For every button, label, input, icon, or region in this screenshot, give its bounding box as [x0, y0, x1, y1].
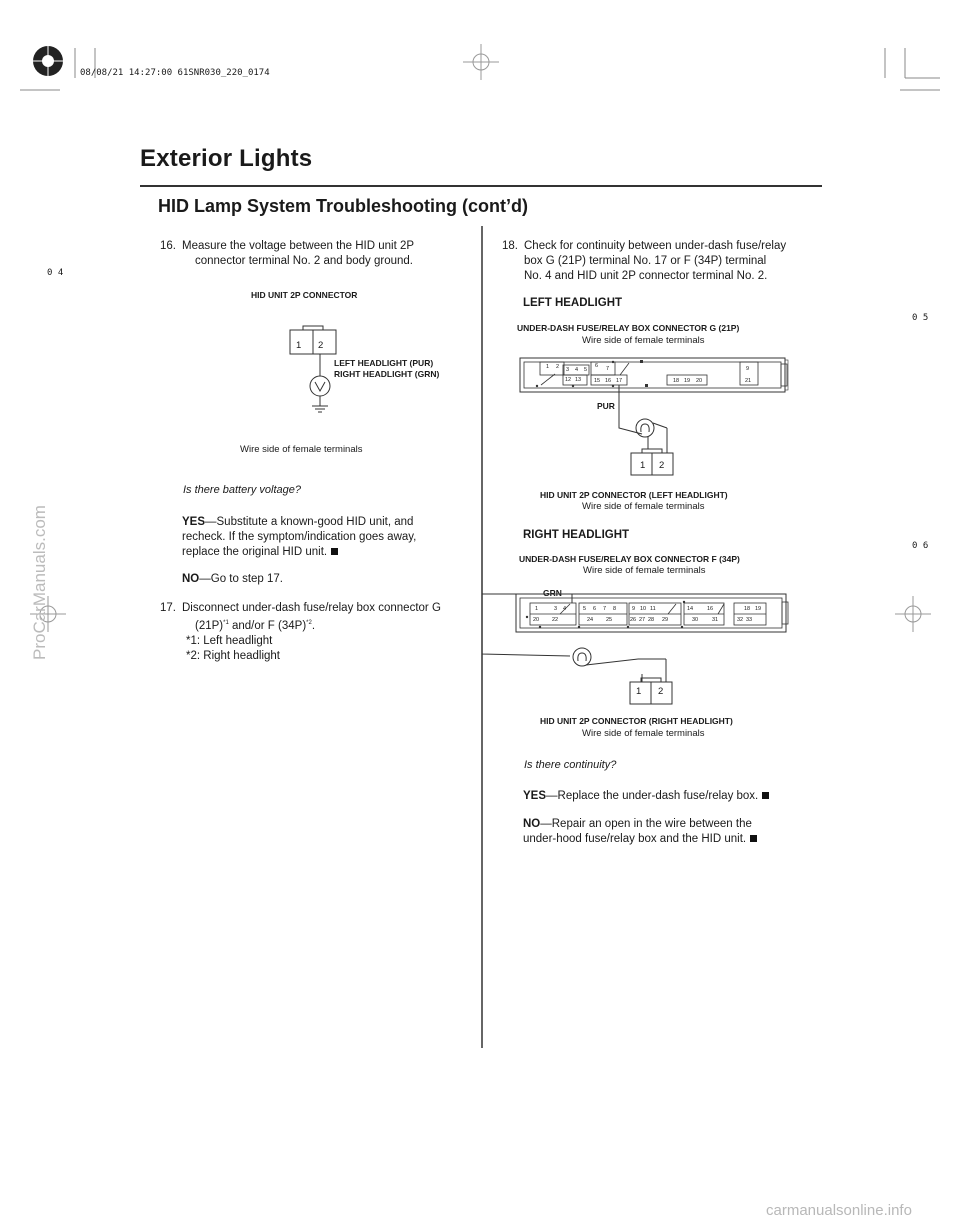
step-18-number: 18.	[502, 240, 518, 252]
f-pin-29: 29	[662, 617, 669, 623]
g-pin-21: 21	[745, 378, 752, 384]
step-16-number: 16.	[160, 240, 176, 252]
g-pin-9: 9	[746, 366, 750, 372]
step-18-text	[524, 239, 824, 284]
f-pin-30: 30	[692, 617, 699, 623]
no-label: NO	[523, 818, 541, 830]
g-pin-20: 20	[696, 378, 703, 384]
f-pin-5: 5	[583, 606, 587, 612]
g-pin-7: 7	[606, 366, 610, 372]
margin-mark-left: 0 4	[47, 268, 64, 278]
g-pin-15: 15	[594, 378, 601, 384]
f-pin-16: 16	[707, 606, 714, 612]
f-pin-14: 14	[687, 606, 694, 612]
dash: —	[205, 516, 217, 528]
margin-mark-right-bottom: 0 6	[912, 541, 929, 551]
g-pin-19: 19	[684, 378, 691, 384]
f-pin-11: 11	[650, 606, 656, 612]
f-pin-25: 25	[606, 617, 613, 623]
g-pin-6: 6	[595, 363, 599, 369]
yes-line-3: replace the original HID unit.	[182, 546, 328, 558]
watermark-bottom: carmanualsonline.info	[766, 1202, 912, 1219]
f-pin-3: 3	[554, 606, 558, 612]
dash: —	[199, 573, 211, 585]
yes-line-2: recheck. If the symptom/indication goes away,	[182, 531, 417, 543]
dash: —	[540, 818, 552, 830]
f-pin-18: 18	[744, 606, 751, 612]
step-18-line-1: Check for continuity between under-dash fuse/relay	[524, 240, 787, 252]
crosshair-icon	[895, 596, 931, 632]
f-pin-22: 22	[552, 617, 559, 623]
no-line-1: Repair an open in the wire between the	[551, 818, 752, 830]
f-pin-20: 20	[533, 617, 540, 623]
step-17-number: 17.	[160, 602, 176, 614]
step-18-line-2: box G (21P) terminal No. 17 or F (34P) terminal	[524, 255, 767, 267]
step-18-no	[523, 817, 823, 847]
step-18-yes	[523, 789, 769, 804]
yes-line-1: Substitute a known-good HID unit, and	[216, 516, 414, 528]
connector-g-diagram	[515, 350, 795, 485]
footnote-1: *1: Left headlight	[186, 635, 273, 647]
f-pin-24: 24	[587, 617, 594, 623]
yes-label: YES	[182, 516, 206, 528]
yes-text: Replace the under-dash fuse/relay box.	[557, 790, 759, 802]
no-line-2: under-hood fuse/relay box and the HID unit.	[523, 833, 747, 845]
hid-unit-2p-connector-title: HID UNIT 2P CONNECTOR	[251, 290, 358, 300]
g-pin-1: 1	[546, 364, 550, 370]
dash: —	[546, 790, 558, 802]
right-headlight-heading: RIGHT HEADLIGHT	[523, 529, 630, 541]
step-16-no	[182, 572, 283, 587]
hid-left-wire-side: Wire side of female terminals	[582, 501, 705, 512]
g-hid-pin-2: 2	[659, 460, 665, 471]
f-hid-pin-1: 1	[636, 686, 642, 697]
page-subtitle: HID Lamp System Troubleshooting (cont’d)	[158, 196, 529, 216]
connector-f-wire-side: Wire side of female terminals	[583, 565, 706, 576]
wire-side-note: Wire side of female terminals	[240, 444, 363, 455]
f-pin-33: 33	[746, 617, 753, 623]
g-pin-2: 2	[556, 364, 560, 370]
crosshair-icon	[463, 44, 499, 80]
g-pin-13: 13	[575, 377, 582, 383]
step-17-line-2c: .	[311, 620, 316, 632]
left-headlight-wire-label: LEFT HEADLIGHT (PUR)	[334, 358, 434, 368]
hid-right-title: HID UNIT 2P CONNECTOR (RIGHT HEADLIGHT)	[540, 716, 733, 726]
wire-color-pur: PUR	[597, 401, 615, 411]
f-pin-32: 32	[737, 617, 744, 623]
connector-f-title: UNDER-DASH FUSE/RELAY BOX CONNECTOR F (34P)	[519, 554, 740, 564]
g-pin-16: 16	[605, 378, 612, 384]
f-pin-27: 27	[639, 617, 646, 623]
connector-g-title: UNDER-DASH FUSE/RELAY BOX CONNECTOR G (21P)	[517, 323, 740, 333]
g-pin-17: 17	[616, 378, 623, 384]
footnote-ref-2: *2	[306, 620, 312, 626]
wire-color-grn: GRN	[543, 588, 562, 598]
question-continuity: Is there continuity?	[524, 759, 617, 771]
hid-right-wire-side: Wire side of female terminals	[582, 728, 705, 739]
end-square-icon	[762, 792, 769, 799]
f-pin-4: 4	[563, 606, 567, 612]
step-18-line-3: No. 4 and HID unit 2P connector terminal No. 2.	[524, 270, 768, 282]
g-pin-12: 12	[565, 377, 572, 383]
f-hid-pin-2: 2	[658, 686, 664, 697]
f-pin-9: 9	[632, 606, 636, 612]
f-pin-8: 8	[613, 606, 617, 612]
step-17-line-1: Disconnect under-dash fuse/relay box connector G	[182, 602, 441, 614]
g-hid-pin-1: 1	[640, 460, 646, 471]
g-pin-5: 5	[584, 367, 588, 373]
f-pin-10: 10	[640, 606, 647, 612]
hid-pin-2: 2	[318, 340, 324, 351]
step-17-line-2b: and/or F (34P)	[232, 620, 307, 632]
f-pin-6: 6	[593, 606, 597, 612]
step-16-text	[182, 239, 472, 269]
yes-label: YES	[523, 790, 547, 802]
f-pin-28: 28	[648, 617, 655, 623]
page-title: Exterior Lights	[140, 145, 313, 172]
f-pin-7: 7	[603, 606, 607, 612]
margin-mark-right-top: 0 5	[912, 313, 929, 323]
right-headlight-wire-label: RIGHT HEADLIGHT (GRN)	[334, 369, 440, 379]
footnote-ref-1: *1	[223, 620, 229, 626]
g-pin-4: 4	[575, 367, 579, 373]
no-label: NO	[182, 573, 200, 585]
end-square-icon	[331, 548, 338, 555]
watermark-left: ProCarManuals.com	[30, 505, 49, 660]
step-16-line-2: connector terminal No. 2 and body ground.	[195, 255, 413, 267]
step-17-line-2a: (21P)	[195, 620, 224, 632]
footnote-2: *2: Right headlight	[186, 650, 280, 662]
f-pin-26: 26	[630, 617, 637, 623]
f-pin-19: 19	[755, 606, 762, 612]
f-pin-31: 31	[712, 617, 719, 623]
step-16-yes	[182, 515, 472, 560]
step-17-text	[182, 601, 472, 664]
end-square-icon	[750, 835, 757, 842]
registration-target-icon	[28, 41, 68, 81]
hid-pin-1: 1	[296, 340, 302, 351]
question-battery-voltage: Is there battery voltage?	[183, 484, 302, 496]
print-stamp: 08/08/21 14:27:00 61SNR030_220_0174	[80, 68, 270, 78]
f-pin-1: 1	[535, 606, 539, 612]
left-headlight-heading: LEFT HEADLIGHT	[523, 297, 623, 309]
no-text: Go to step 17.	[210, 573, 283, 585]
g-pin-18: 18	[673, 378, 680, 384]
g-pin-3: 3	[566, 367, 570, 373]
step-16-line-1: Measure the voltage between the HID unit 2P	[182, 240, 415, 252]
hid-left-title: HID UNIT 2P CONNECTOR (LEFT HEADLIGHT)	[540, 490, 728, 500]
connector-g-wire-side: Wire side of female terminals	[582, 335, 705, 346]
